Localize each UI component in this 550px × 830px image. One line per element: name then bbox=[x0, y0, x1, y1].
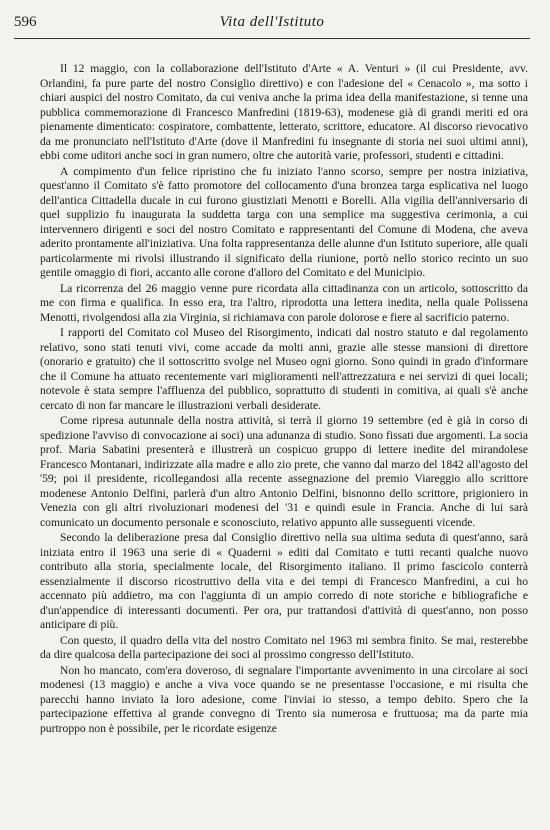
paragraph-commemorazione-manfredini: Il 12 maggio, con la collaborazione dell'Istituto d'Arte « A. Venturi » (il cui Presidente, avv. Orlandini, fa pure parte del nostro Consiglio direttivo) e con l'adesione del « Cenacolo », ma sotto i chiari auspici del nostro Comitato, da cui veniva anche la prima idea della manifestazione, si tenne una pubblica commemorazione di Francesco Manfredini (1819-63), modenese già di grandi meriti ed ora pienamente dimenticato: cospiratore, combattente, letterato, scrittore, educatore. Al discorso rievocativo da me pronunciato nell'Istituto d'Arte (dove il Manfredini fu insegnante di storia nei suoi ultimi anni), ebbi come uditori anche soci in gran numero, oltre che autorità varie, professori, studenti e cittadini. bbox=[40, 62, 528, 162]
body-text bbox=[40, 62, 528, 824]
running-title: Vita dell'Istituto bbox=[219, 14, 325, 30]
paragraph-targa-cittadella: A compimento d'un felice ripristino che fu iniziato l'anno scorso, sempre per nostra iniziativa, quest'anno il Comitato s'è fatto promotore del collocamento d'una bronzea targa esplicativa nel luogo dell'antica Cittadella ducale in cui furono giustiziati Menotti e Borelli. Alla vigilia dell'anniversario di quel supplizio fu inaugurata la suddetta targa con una semplice ma suggestiva cerimonia, a cui intervennero dirigenti e soci del nostro Comitato e rappresentanti del Comune di Modena, che aveva aderito prontamente all'iniziativa. Una folta rappresentanza delle alunne d'un Istituto superiore, alle quali particolarmente mi rivolsi illustrando il significato della riunione, portò nello storico recinto un suo gentile omaggio di fiori, accanto alle corone d'alloro del Comitato e del Municipio. bbox=[40, 164, 528, 279]
paragraph-quadro-vita: Con questo, il quadro della vita del nostro Comitato nel 1963 mi sembra finito. Se mai, resterebbe da dire qualcosa della partecipazione dei soci al prossimo congresso dell'Istituto. bbox=[40, 633, 528, 661]
page-number: 596 bbox=[14, 14, 37, 30]
paragraph-ripresa-autunnale: Come ripresa autunnale della nostra attività, si terrà il giorno 19 settembre (ed è già in corso di spedizione l'avviso di convocazione ai soci) una adunanza di studio. Sono fissati due argomenti. La socia prof. Maria Sabatini presenterà e illustrerà un cospicuo gruppo di lettere inedite del mirandolese Francesco Montanari, indirizzate alla madre e allo zio prete, che vanno dal marzo del 1842 all'agosto del '59; poi il presidente, ricollegandosi alla recente assegnazione del premio Viareggio allo scrittore modenese Antonio Delfini, parlerà d'un altro Antonio Delfini, bisnonno dello scrittore, prigioniero in Venezia con gli altri rivoluzionari modenesi del '31 e quindi esule in Francia. Anche di lui sarà comunicato un documento personale e sconosciuto, relativo appunto alle susseguenti vicende. bbox=[40, 414, 528, 529]
paragraph-congresso-trento: Non ho mancato, com'era doveroso, di segnalare l'importante avvenimento in una circolare ai soci modenesi (13 maggio) e anche a viva voce quando se ne presentasse l'occasione, e mi risulta che parecchi hanno inviato la loro adesione, come l'inviai io stesso, a tempo debito. Spero che la partecipazione effettiva al grande convegno di Trento sia numerosa e fruttuosa; ma da parte mia purtroppo non è possibile, per le ricordate esigenze bbox=[40, 663, 528, 735]
paragraph-quaderni: Secondo la deliberazione presa dal Consiglio direttivo nella sua ultima seduta di quest'anno, sarà iniziata entro il 1963 una serie di « Quaderni » editi dal Comitato e tutti recanti qualche nuovo contributo alla storia, specialmente locale, del Risorgimento italiano. Il primo fascicolo conterrà essenzialmente il discorso ricostruttivo della vita e dei tempi di Francesco Manfredini, a cui ho accennato più addietro, ma con l'aggiunta di un ampio corredo di note storiche e bibliografiche e d'un'appendice di interessanti documenti. Per ora, pur trattandosi d'attività di quest'anno, non posso anticipare di più. bbox=[40, 531, 528, 631]
page-header bbox=[14, 14, 530, 39]
paragraph-museo-risorgimento: I rapporti del Comitato col Museo del Risorgimento, indicati dal nostro statuto e dal regolamento relativo, sono stati tenuti vivi, come accade da molti anni, grazie alle stesse mansioni di direttore (onorario e gratuito) che il sottoscritto svolge nel Museo ogni giorno. Sono quindi in grado d'informare che il Comune ha attuato recentemente vari miglioramenti nell'attrezzatura e nei servizi di quei locali; notevole è stata sempre l'affluenza del pubblico, soprattutto di studenti in comitiva, ai quali s'è anche cercato di non far mancare le illustrazioni verbali desiderate. bbox=[40, 326, 528, 412]
paragraph-ricorrenza-26-maggio: La ricorrenza del 26 maggio venne pure ricordata alla cittadinanza con un articolo, sottoscritto da me con firma e qualifica. In esso era, tra l'altro, riprodotta una lettera inedita, nella quale Polissena Menotti, rivolgendosi alla zia Virginia, si richiamava con parole dolorose e fiere al sacrificio paterno. bbox=[40, 281, 528, 324]
